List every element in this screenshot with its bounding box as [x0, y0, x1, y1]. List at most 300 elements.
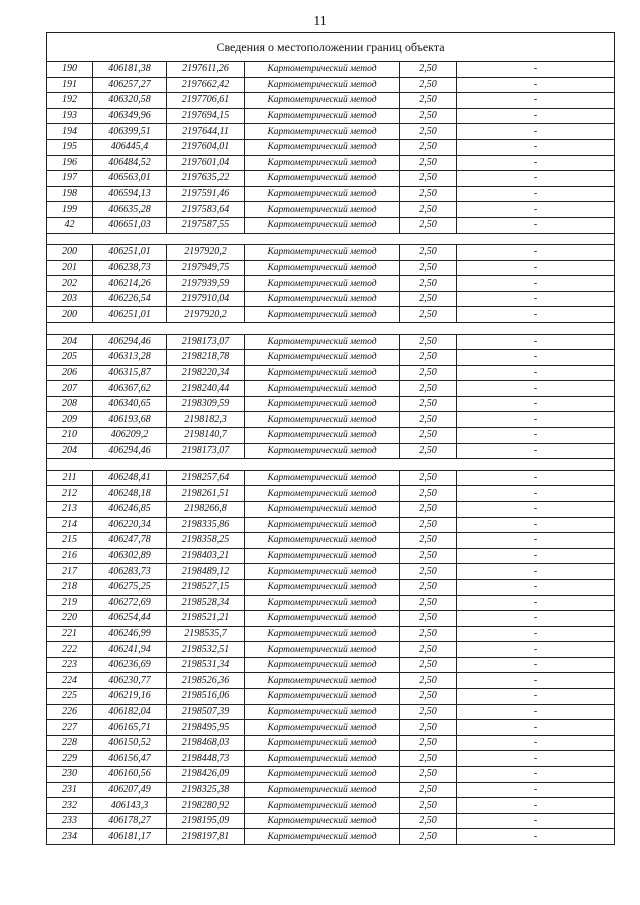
method-cell: Картометрический метод [245, 108, 400, 124]
table-row [47, 548, 615, 564]
accuracy-cell: 2,50 [400, 548, 457, 564]
y-coordinate-cell: 2197910,04 [167, 291, 245, 307]
point-number-cell: 213 [47, 501, 93, 517]
description-cell: - [457, 171, 615, 187]
table-row [47, 443, 615, 459]
accuracy-cell: 2,50 [400, 202, 457, 218]
x-coordinate-cell: 406181,17 [93, 829, 167, 845]
accuracy-cell: 2,50 [400, 334, 457, 350]
description-cell: - [457, 396, 615, 412]
table-row [47, 579, 615, 595]
description-cell: - [457, 412, 615, 428]
x-coordinate-cell: 406150,52 [93, 735, 167, 751]
point-number-cell: 196 [47, 155, 93, 171]
y-coordinate-cell: 2197949,75 [167, 260, 245, 276]
x-coordinate-cell: 406445,4 [93, 139, 167, 155]
x-coordinate-cell: 406219,16 [93, 689, 167, 705]
y-coordinate-cell: 2198309,59 [167, 396, 245, 412]
accuracy-cell: 2,50 [400, 412, 457, 428]
table-row [47, 350, 615, 366]
separator-cell [47, 323, 615, 335]
x-coordinate-cell: 406165,71 [93, 720, 167, 736]
point-number-cell: 234 [47, 829, 93, 845]
y-coordinate-cell: 2198507,39 [167, 704, 245, 720]
description-cell: - [457, 626, 615, 642]
description-cell: - [457, 186, 615, 202]
method-cell: Картометрический метод [245, 564, 400, 580]
x-coordinate-cell: 406241,94 [93, 642, 167, 658]
x-coordinate-cell: 406220,34 [93, 517, 167, 533]
x-coordinate-cell: 406340,65 [93, 396, 167, 412]
table-row [47, 77, 615, 93]
description-cell: - [457, 291, 615, 307]
separator-cell [47, 459, 615, 471]
accuracy-cell: 2,50 [400, 186, 457, 202]
table-row [47, 139, 615, 155]
table-row [47, 829, 615, 845]
method-cell: Картометрический метод [245, 217, 400, 233]
point-number-cell: 212 [47, 486, 93, 502]
accuracy-cell: 2,50 [400, 217, 457, 233]
point-number-cell: 203 [47, 291, 93, 307]
method-cell: Картометрический метод [245, 307, 400, 323]
method-cell: Картометрический метод [245, 470, 400, 486]
x-coordinate-cell: 406294,46 [93, 443, 167, 459]
table-row [47, 276, 615, 292]
y-coordinate-cell: 2198403,21 [167, 548, 245, 564]
description-cell: - [457, 202, 615, 218]
description-cell: - [457, 829, 615, 845]
x-coordinate-cell: 406182,04 [93, 704, 167, 720]
y-coordinate-cell: 2198257,64 [167, 470, 245, 486]
x-coordinate-cell: 406181,38 [93, 62, 167, 78]
x-coordinate-cell: 406254,44 [93, 611, 167, 627]
point-number-cell: 208 [47, 396, 93, 412]
x-coordinate-cell: 406651,03 [93, 217, 167, 233]
point-number-cell: 222 [47, 642, 93, 658]
table-row [47, 62, 615, 78]
x-coordinate-cell: 406178,27 [93, 813, 167, 829]
point-number-cell: 193 [47, 108, 93, 124]
y-coordinate-cell: 2198527,15 [167, 579, 245, 595]
accuracy-cell: 2,50 [400, 642, 457, 658]
table-row [47, 396, 615, 412]
table-row [47, 171, 615, 187]
x-coordinate-cell: 406484,52 [93, 155, 167, 171]
method-cell: Картометрический метод [245, 501, 400, 517]
method-cell: Картометрический метод [245, 517, 400, 533]
x-coordinate-cell: 406251,01 [93, 307, 167, 323]
method-cell: Картометрический метод [245, 428, 400, 444]
method-cell: Картометрический метод [245, 276, 400, 292]
description-cell: - [457, 93, 615, 109]
description-cell: - [457, 548, 615, 564]
accuracy-cell: 2,50 [400, 245, 457, 261]
x-coordinate-cell: 406230,77 [93, 673, 167, 689]
point-number-cell: 233 [47, 813, 93, 829]
x-coordinate-cell: 406160,56 [93, 767, 167, 783]
x-coordinate-cell: 406320,58 [93, 93, 167, 109]
y-coordinate-cell: 2198526,36 [167, 673, 245, 689]
table-row [47, 735, 615, 751]
x-coordinate-cell: 406246,99 [93, 626, 167, 642]
accuracy-cell: 2,50 [400, 171, 457, 187]
point-number-cell: 198 [47, 186, 93, 202]
x-coordinate-cell: 406226,54 [93, 291, 167, 307]
y-coordinate-cell: 2198266,8 [167, 501, 245, 517]
table-row [47, 813, 615, 829]
y-coordinate-cell: 2198521,21 [167, 611, 245, 627]
method-cell: Картометрический метод [245, 412, 400, 428]
point-number-cell: 227 [47, 720, 93, 736]
accuracy-cell: 2,50 [400, 139, 457, 155]
table-row [47, 245, 615, 261]
table-row [47, 93, 615, 109]
y-coordinate-cell: 2198325,38 [167, 782, 245, 798]
method-cell: Картометрический метод [245, 486, 400, 502]
accuracy-cell: 2,50 [400, 260, 457, 276]
method-cell: Картометрический метод [245, 611, 400, 627]
x-coordinate-cell: 406302,89 [93, 548, 167, 564]
separator-cell [47, 233, 615, 245]
accuracy-cell: 2,50 [400, 767, 457, 783]
method-cell: Картометрический метод [245, 171, 400, 187]
accuracy-cell: 2,50 [400, 782, 457, 798]
method-cell: Картометрический метод [245, 186, 400, 202]
table-row [47, 260, 615, 276]
point-number-cell: 211 [47, 470, 93, 486]
point-number-cell: 206 [47, 365, 93, 381]
y-coordinate-cell: 2198182,3 [167, 412, 245, 428]
x-coordinate-cell: 406283,73 [93, 564, 167, 580]
description-cell: - [457, 798, 615, 814]
table-row [47, 412, 615, 428]
point-number-cell: 201 [47, 260, 93, 276]
table-row [47, 720, 615, 736]
x-coordinate-cell: 406236,69 [93, 657, 167, 673]
accuracy-cell: 2,50 [400, 365, 457, 381]
x-coordinate-cell: 406251,01 [93, 245, 167, 261]
description-cell: - [457, 77, 615, 93]
point-number-cell: 202 [47, 276, 93, 292]
point-number-cell: 219 [47, 595, 93, 611]
page-number: 11 [313, 14, 327, 29]
accuracy-cell: 2,50 [400, 595, 457, 611]
y-coordinate-cell: 2197920,2 [167, 307, 245, 323]
x-coordinate-cell: 406349,96 [93, 108, 167, 124]
y-coordinate-cell: 2197706,61 [167, 93, 245, 109]
accuracy-cell: 2,50 [400, 813, 457, 829]
x-coordinate-cell: 406367,62 [93, 381, 167, 397]
x-coordinate-cell: 406238,73 [93, 260, 167, 276]
description-cell: - [457, 501, 615, 517]
method-cell: Картометрический метод [245, 396, 400, 412]
table-row [47, 564, 615, 580]
y-coordinate-cell: 2198240,44 [167, 381, 245, 397]
y-coordinate-cell: 2198532,51 [167, 642, 245, 658]
accuracy-cell: 2,50 [400, 564, 457, 580]
boundary-coordinates-table [46, 32, 615, 845]
description-cell: - [457, 108, 615, 124]
method-cell: Картометрический метод [245, 77, 400, 93]
description-cell: - [457, 767, 615, 783]
method-cell: Картометрический метод [245, 798, 400, 814]
accuracy-cell: 2,50 [400, 443, 457, 459]
description-cell: - [457, 486, 615, 502]
x-coordinate-cell: 406207,49 [93, 782, 167, 798]
x-coordinate-cell: 406313,28 [93, 350, 167, 366]
description-cell: - [457, 124, 615, 140]
method-cell: Картометрический метод [245, 642, 400, 658]
method-cell: Картометрический метод [245, 202, 400, 218]
method-cell: Картометрический метод [245, 124, 400, 140]
accuracy-cell: 2,50 [400, 428, 457, 444]
table-row [47, 365, 615, 381]
x-coordinate-cell: 406247,78 [93, 533, 167, 549]
method-cell: Картометрический метод [245, 735, 400, 751]
y-coordinate-cell: 2197694,15 [167, 108, 245, 124]
y-coordinate-cell: 2198528,34 [167, 595, 245, 611]
table-row [47, 501, 615, 517]
description-cell: - [457, 139, 615, 155]
table-row [47, 124, 615, 140]
accuracy-cell: 2,50 [400, 689, 457, 705]
description-cell: - [457, 381, 615, 397]
table-row [47, 217, 615, 233]
point-number-cell: 191 [47, 77, 93, 93]
description-cell: - [457, 673, 615, 689]
y-coordinate-cell: 2198220,34 [167, 365, 245, 381]
accuracy-cell: 2,50 [400, 77, 457, 93]
description-cell: - [457, 260, 615, 276]
point-number-cell: 221 [47, 626, 93, 642]
y-coordinate-cell: 2198535,7 [167, 626, 245, 642]
description-cell: - [457, 350, 615, 366]
x-coordinate-cell: 406399,51 [93, 124, 167, 140]
table-row [47, 626, 615, 642]
description-cell: - [457, 428, 615, 444]
description-cell: - [457, 334, 615, 350]
table-row [47, 657, 615, 673]
accuracy-cell: 2,50 [400, 517, 457, 533]
table-row [47, 751, 615, 767]
point-number-cell: 224 [47, 673, 93, 689]
accuracy-cell: 2,50 [400, 381, 457, 397]
y-coordinate-cell: 2198426,09 [167, 767, 245, 783]
method-cell: Картометрический метод [245, 548, 400, 564]
point-number-cell: 228 [47, 735, 93, 751]
method-cell: Картометрический метод [245, 139, 400, 155]
method-cell: Картометрический метод [245, 579, 400, 595]
table-row [47, 334, 615, 350]
accuracy-cell: 2,50 [400, 626, 457, 642]
accuracy-cell: 2,50 [400, 124, 457, 140]
description-cell: - [457, 62, 615, 78]
point-number-cell: 209 [47, 412, 93, 428]
description-cell: - [457, 276, 615, 292]
table-row [47, 611, 615, 627]
group-separator-row [47, 323, 615, 335]
table-row [47, 767, 615, 783]
method-cell: Картометрический метод [245, 751, 400, 767]
method-cell: Картометрический метод [245, 829, 400, 845]
description-cell: - [457, 689, 615, 705]
accuracy-cell: 2,50 [400, 829, 457, 845]
point-number-cell: 217 [47, 564, 93, 580]
point-number-cell: 194 [47, 124, 93, 140]
y-coordinate-cell: 2197601,04 [167, 155, 245, 171]
table-row [47, 704, 615, 720]
accuracy-cell: 2,50 [400, 798, 457, 814]
table-row [47, 186, 615, 202]
method-cell: Картометрический метод [245, 720, 400, 736]
description-cell: - [457, 245, 615, 261]
table-row [47, 689, 615, 705]
description-cell: - [457, 657, 615, 673]
point-number-cell: 225 [47, 689, 93, 705]
y-coordinate-cell: 2197920,2 [167, 245, 245, 261]
x-coordinate-cell: 406143,3 [93, 798, 167, 814]
y-coordinate-cell: 2198335,86 [167, 517, 245, 533]
description-cell: - [457, 365, 615, 381]
accuracy-cell: 2,50 [400, 657, 457, 673]
method-cell: Картометрический метод [245, 365, 400, 381]
point-number-cell: 199 [47, 202, 93, 218]
table-row [47, 291, 615, 307]
description-cell: - [457, 533, 615, 549]
y-coordinate-cell: 2197644,11 [167, 124, 245, 140]
description-cell: - [457, 642, 615, 658]
description-cell: - [457, 751, 615, 767]
method-cell: Картометрический метод [245, 657, 400, 673]
point-number-cell: 223 [47, 657, 93, 673]
table-row [47, 155, 615, 171]
y-coordinate-cell: 2198489,12 [167, 564, 245, 580]
accuracy-cell: 2,50 [400, 735, 457, 751]
point-number-cell: 232 [47, 798, 93, 814]
method-cell: Картометрический метод [245, 533, 400, 549]
accuracy-cell: 2,50 [400, 396, 457, 412]
method-cell: Картометрический метод [245, 595, 400, 611]
point-number-cell: 197 [47, 171, 93, 187]
y-coordinate-cell: 2197604,01 [167, 139, 245, 155]
accuracy-cell: 2,50 [400, 307, 457, 323]
y-coordinate-cell: 2197939,59 [167, 276, 245, 292]
method-cell: Картометрический метод [245, 626, 400, 642]
accuracy-cell: 2,50 [400, 276, 457, 292]
accuracy-cell: 2,50 [400, 62, 457, 78]
accuracy-cell: 2,50 [400, 291, 457, 307]
point-number-cell: 207 [47, 381, 93, 397]
point-number-cell: 204 [47, 443, 93, 459]
accuracy-cell: 2,50 [400, 93, 457, 109]
point-number-cell: 216 [47, 548, 93, 564]
y-coordinate-cell: 2198280,92 [167, 798, 245, 814]
method-cell: Картометрический метод [245, 689, 400, 705]
x-coordinate-cell: 406275,25 [93, 579, 167, 595]
y-coordinate-cell: 2198531,34 [167, 657, 245, 673]
accuracy-cell: 2,50 [400, 720, 457, 736]
point-number-cell: 200 [47, 307, 93, 323]
description-cell: - [457, 517, 615, 533]
accuracy-cell: 2,50 [400, 751, 457, 767]
y-coordinate-cell: 2198197,81 [167, 829, 245, 845]
table-row [47, 782, 615, 798]
accuracy-cell: 2,50 [400, 673, 457, 689]
accuracy-cell: 2,50 [400, 704, 457, 720]
y-coordinate-cell: 2198516,06 [167, 689, 245, 705]
accuracy-cell: 2,50 [400, 108, 457, 124]
y-coordinate-cell: 2197635,22 [167, 171, 245, 187]
description-cell: - [457, 307, 615, 323]
table-row [47, 307, 615, 323]
accuracy-cell: 2,50 [400, 486, 457, 502]
description-cell: - [457, 595, 615, 611]
method-cell: Картометрический метод [245, 260, 400, 276]
table-row [47, 517, 615, 533]
description-cell: - [457, 611, 615, 627]
accuracy-cell: 2,50 [400, 470, 457, 486]
method-cell: Картометрический метод [245, 381, 400, 397]
point-number-cell: 205 [47, 350, 93, 366]
point-number-cell: 195 [47, 139, 93, 155]
x-coordinate-cell: 406635,28 [93, 202, 167, 218]
description-cell: - [457, 720, 615, 736]
point-number-cell: 192 [47, 93, 93, 109]
y-coordinate-cell: 2198140,7 [167, 428, 245, 444]
table-row [47, 428, 615, 444]
y-coordinate-cell: 2197583,64 [167, 202, 245, 218]
point-number-cell: 42 [47, 217, 93, 233]
accuracy-cell: 2,50 [400, 501, 457, 517]
group-separator-row [47, 459, 615, 471]
accuracy-cell: 2,50 [400, 579, 457, 595]
description-cell: - [457, 155, 615, 171]
point-number-cell: 229 [47, 751, 93, 767]
y-coordinate-cell: 2198218,78 [167, 350, 245, 366]
point-number-cell: 200 [47, 245, 93, 261]
x-coordinate-cell: 406209,2 [93, 428, 167, 444]
description-cell: - [457, 782, 615, 798]
method-cell: Картометрический метод [245, 245, 400, 261]
accuracy-cell: 2,50 [400, 350, 457, 366]
method-cell: Картометрический метод [245, 673, 400, 689]
x-coordinate-cell: 406156,47 [93, 751, 167, 767]
accuracy-cell: 2,50 [400, 533, 457, 549]
y-coordinate-cell: 2198173,07 [167, 443, 245, 459]
method-cell: Картометрический метод [245, 291, 400, 307]
y-coordinate-cell: 2198195,09 [167, 813, 245, 829]
y-coordinate-cell: 2197591,46 [167, 186, 245, 202]
x-coordinate-cell: 406257,27 [93, 77, 167, 93]
method-cell: Картометрический метод [245, 334, 400, 350]
x-coordinate-cell: 406248,18 [93, 486, 167, 502]
y-coordinate-cell: 2198468,03 [167, 735, 245, 751]
point-number-cell: 214 [47, 517, 93, 533]
point-number-cell: 220 [47, 611, 93, 627]
group-separator-row [47, 233, 615, 245]
x-coordinate-cell: 406315,87 [93, 365, 167, 381]
x-coordinate-cell: 406594,13 [93, 186, 167, 202]
table-row [47, 798, 615, 814]
point-number-cell: 218 [47, 579, 93, 595]
description-cell: - [457, 470, 615, 486]
y-coordinate-cell: 2198448,73 [167, 751, 245, 767]
y-coordinate-cell: 2198173,07 [167, 334, 245, 350]
y-coordinate-cell: 2198358,25 [167, 533, 245, 549]
table-title-row [47, 33, 615, 62]
x-coordinate-cell: 406248,41 [93, 470, 167, 486]
